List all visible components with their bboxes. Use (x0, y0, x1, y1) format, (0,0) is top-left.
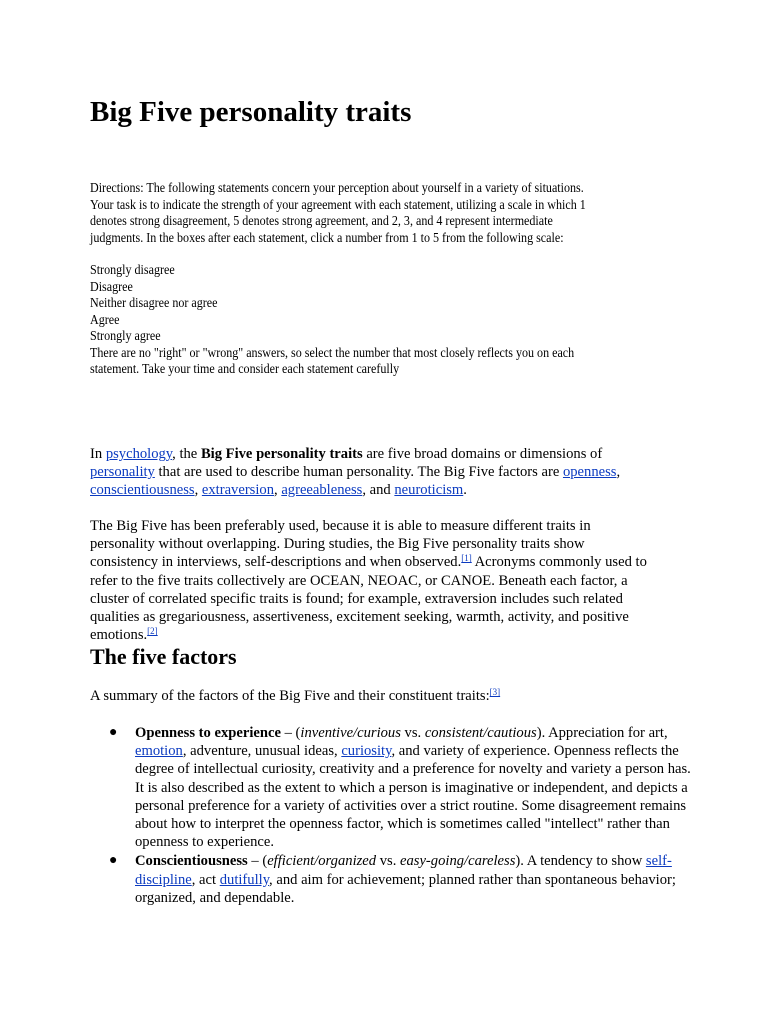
directions-line: Your task is to indicate the strength of your agreement with each statement, utilizing a scale in which 1 (90, 196, 586, 212)
text: are five broad domains or dimensions of (362, 446, 603, 462)
link-agreeableness[interactable]: agreeableness (281, 482, 363, 499)
link-curiosity[interactable]: curiosity (341, 743, 392, 760)
link-conscientiousness[interactable]: conscientiousness (90, 482, 195, 499)
directions-note-line: There are no "right" or "wrong" answers, so select the number that most closely reflects you on each (90, 344, 575, 360)
bullet-icon: ● (109, 725, 118, 740)
citation-link[interactable]: [2] (147, 626, 158, 637)
text: Acronyms commonly used to refer to the five traits collectively are OCEAN, NEOAC, or CANOE. Beneath each factor, a cluster of correlated specific traits is found; for example, extraversion includes such related qualities as gregariousness, assertiveness, excitement seeking, warmth, activity, and positive emotions. (90, 554, 647, 644)
text: , and variety of experience. Openness reflects the degree of intellectual curiosity, creativity and a preference for novelty and variety a person has. It is also described as the extent to which a person is imaginative or independent, and depicts a personal preference for a variety of activities over a strict routine. Some disagreement remains about how to interpret the openness factor, which is sometimes called "intellect" rather than openness to experience. (135, 743, 691, 851)
scale-list (90, 262, 612, 378)
scale-item: Strongly agree (90, 328, 161, 343)
factor-pole: consistent/cautious (424, 725, 537, 741)
factor-name: Openness to experience (135, 725, 281, 741)
scale-item: Disagree (90, 278, 133, 294)
link-self-discipline[interactable]: self-discipline (135, 853, 672, 888)
directions-note-line: statement. Take your time and consider each statement carefully (90, 361, 400, 376)
directions-line: judgments. In the boxes after each statement, click a number from 1 to 5 from the following scale: (90, 229, 564, 245)
directions-block (90, 180, 612, 246)
directions-line: Directions: The following statements concern your perception about yourself in a variety of situations. (90, 180, 584, 195)
text: , (194, 482, 202, 499)
factors-list (90, 724, 695, 908)
text: – ( (247, 853, 268, 870)
factor-pole: inventive/curious (300, 725, 401, 741)
link-emotion[interactable]: emotion (135, 743, 183, 760)
text: , the (172, 446, 201, 462)
link-openness[interactable]: openness (562, 464, 617, 481)
text: , and aim for achievement; planned rather than spontaneous behavior; organized, and dependable. (135, 871, 676, 906)
text: A summary of the factors of the Big Five and their constituent traits: (90, 688, 490, 704)
page-title: Big Five personality traits (90, 96, 412, 128)
intro-paragraph (90, 445, 650, 500)
text: – ( (280, 725, 301, 741)
list-item (109, 852, 695, 907)
text: , (274, 482, 282, 499)
scale-item: Neither disagree nor agree (90, 295, 218, 310)
directions-line: denotes strong disagreement, 5 denotes strong agreement, and 2, 3, and 4 represent intermediate (90, 213, 553, 228)
text: ). Appreciation for art, (536, 725, 668, 741)
scale-item: Strongly disagree (90, 262, 175, 277)
link-neuroticism[interactable]: neuroticism (394, 482, 464, 499)
citation-link[interactable]: [3] (489, 687, 501, 697)
text: , (616, 464, 621, 481)
text: The Big Five has been preferably used, because it is able to measure different traits in personality without overlapping. During studies, the Big Five personality traits show consistency in interviews, self-descriptions and when observed. (90, 518, 591, 571)
link-personality[interactable]: personality (90, 464, 155, 481)
link-extraversion[interactable]: extraversion (201, 482, 275, 499)
text: ). A tendency to show (515, 853, 646, 870)
text: , and (362, 482, 395, 499)
text: that are used to describe human personality. The Big Five factors are (154, 464, 563, 481)
factor-pole: efficient/organized (267, 853, 377, 870)
citation-link[interactable]: [1] (461, 553, 472, 564)
link-psychology[interactable]: psychology (105, 446, 173, 462)
scale-item: Agree (90, 311, 120, 327)
bold-term: Big Five personality traits (200, 446, 363, 462)
list-item (109, 724, 695, 851)
overview-paragraph (90, 517, 650, 644)
text: vs. (376, 853, 400, 870)
text: . (463, 482, 467, 499)
link-dutifully[interactable]: dutifully (219, 871, 270, 888)
factor-pole: easy-going/careless (400, 853, 516, 870)
text: In (90, 446, 106, 462)
text: vs. (400, 725, 425, 741)
text: , act (191, 871, 220, 888)
text: , adventure, unusual ideas, (182, 743, 342, 760)
factor-name: Conscientiousness (135, 853, 248, 870)
summary-line (90, 687, 650, 705)
bullet-icon: ● (109, 853, 118, 869)
section-title: The five factors (90, 644, 237, 669)
